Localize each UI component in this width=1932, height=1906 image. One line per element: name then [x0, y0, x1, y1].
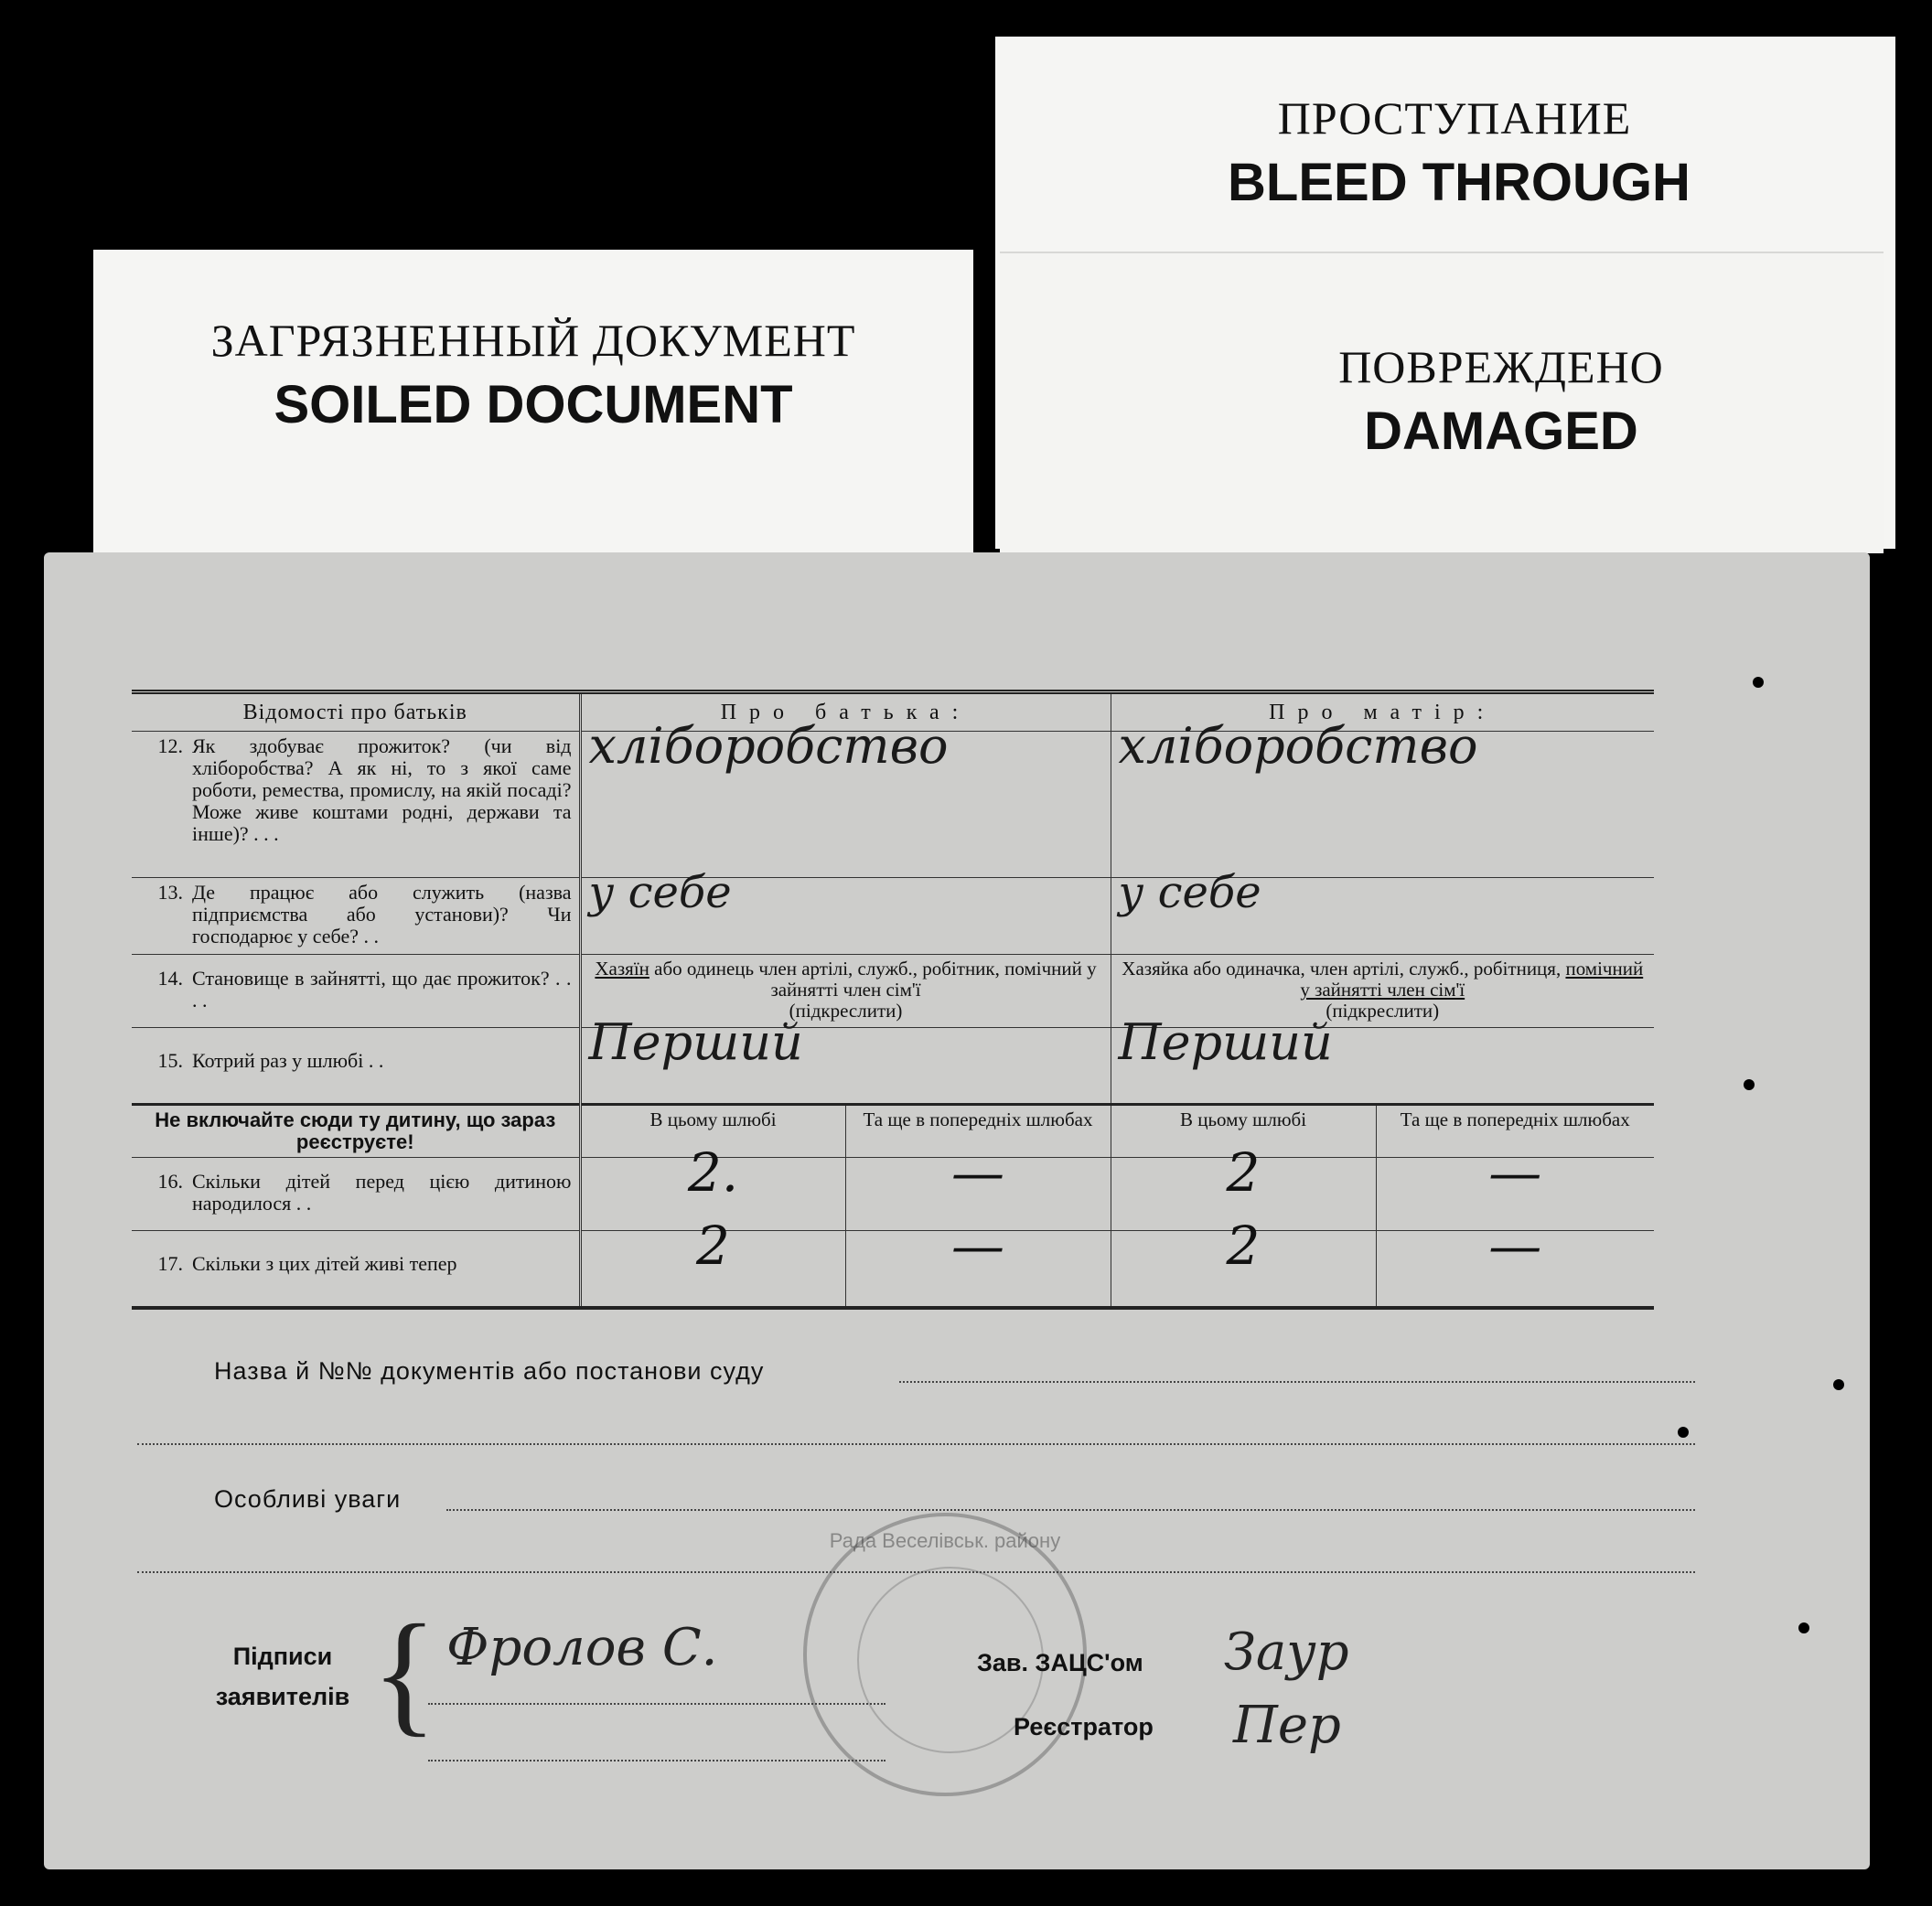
- question-text: Котрий раз у шлюбі . .: [192, 1049, 384, 1072]
- applicants-label-line-1: Підписи: [232, 1643, 333, 1670]
- mother-underlined-option: помічний у зайнятті член сім'ї: [1300, 958, 1644, 1001]
- mother-answer: у себе: [1111, 878, 1654, 955]
- mother-children-alive-this-marriage: 2: [1111, 1231, 1376, 1308]
- punch-hole: [1798, 1622, 1809, 1633]
- stamp-text: Рада Веселівськ. району: [829, 1529, 1061, 1552]
- question-cell: [132, 1231, 580, 1308]
- question-number: 17.: [157, 1252, 183, 1275]
- header-mother: Про матір:: [1111, 692, 1654, 732]
- sub-header-previous: Та ще в попередніх шлюбах: [845, 1105, 1111, 1158]
- punch-hole: [1753, 677, 1764, 688]
- question-text: Становище в зайнятті, що дає прожиток? . . . .: [192, 967, 572, 1012]
- table-row: [132, 878, 1654, 955]
- sub-header-previous: Та ще в попередніх шлюбах: [1376, 1105, 1654, 1158]
- mother-children-alive-previous: —: [1376, 1231, 1654, 1308]
- header-father: Про батька:: [580, 692, 1111, 732]
- father-options-text: або одинець член артілі, служб., робітник, помічний у зайнятті член сім'ї: [649, 958, 1097, 1001]
- mother-children-previous: —: [1376, 1158, 1654, 1231]
- remarks-label: Особливі уваги: [214, 1485, 402, 1513]
- father-children-previous: —: [845, 1158, 1111, 1231]
- registrar-signature: Пер: [1233, 1696, 1341, 1755]
- question-cell: [132, 1158, 580, 1231]
- documents-label: Назва й №№ документів або постанови суду: [214, 1357, 765, 1385]
- remarks-dotted-line: [446, 1509, 1695, 1511]
- question-text: Як здобуває прожиток? (чи від хліборобства? А як ні, то з якої саме роботи, ремества, промислу, на якій посаді? Може живе коштами родні, держави та інше)? . . .: [192, 734, 572, 845]
- sub-header-this-marriage: В цьому шлюбі: [580, 1105, 845, 1158]
- punch-hole: [1678, 1427, 1689, 1438]
- mother-options-text: Хазяйка або одиначка, член артілі, служб., робітниця,: [1122, 958, 1566, 980]
- children-subheader-row: [132, 1105, 1654, 1158]
- father-underline-note: (підкреслити): [789, 1000, 903, 1022]
- applicant-signature-line-1: [428, 1703, 886, 1705]
- father-children-this-marriage: 2.: [580, 1158, 845, 1231]
- soiled-document-card: [93, 250, 973, 557]
- applicant-signature: Фролов С.: [446, 1618, 718, 1677]
- applicant-signature-line-2: [428, 1760, 886, 1761]
- damaged-card: [1000, 252, 1884, 553]
- table-row: [132, 1231, 1654, 1308]
- question-text: Скільки з цих дітей живі тепер: [192, 1252, 457, 1275]
- question-number: 12.: [157, 734, 183, 757]
- mother-children-this-marriage: 2: [1111, 1158, 1376, 1231]
- damaged-ru-label: ПОВРЕЖДЕНО: [1338, 341, 1664, 392]
- question-cell: [132, 955, 580, 1028]
- question-number: 14.: [157, 967, 183, 990]
- father-answer: Перший: [580, 1028, 1111, 1105]
- question-cell: [132, 1028, 580, 1105]
- head-zags-signature: Заур: [1224, 1622, 1349, 1682]
- father-children-alive-previous: —: [845, 1231, 1111, 1308]
- documents-dotted-line-2: [137, 1443, 1695, 1445]
- question-cell: [132, 878, 580, 955]
- soiled-en-label: SOILED DOCUMENT: [274, 375, 793, 434]
- father-underlined-option: Хазяїн: [595, 958, 649, 980]
- father-answer: хліборобство: [580, 732, 1111, 878]
- mother-underline-note: (підкреслити): [1326, 1000, 1440, 1022]
- registration-form-page: [44, 552, 1870, 1869]
- mother-answer: Перший: [1111, 1028, 1654, 1105]
- table-row: [132, 1028, 1654, 1105]
- question-text: Де працює або служить (назва підприємства або установи)? Чи господарює у себе? . .: [192, 881, 572, 948]
- soiled-ru-label: ЗАГРЯЗНЕННЫЙ ДОКУМЕНТ: [210, 315, 856, 366]
- punch-hole: [1744, 1079, 1755, 1090]
- bleed-en-label: BLEED THROUGH: [1228, 153, 1690, 212]
- father-answer: у себе: [580, 878, 1111, 955]
- documents-field: [214, 1357, 764, 1386]
- applicants-label-line-2: заявителів: [215, 1683, 350, 1710]
- punch-hole: [1833, 1379, 1844, 1390]
- head-zags-label: Зав. ЗАЦС'ом: [977, 1649, 1143, 1676]
- documents-dotted-line: [899, 1381, 1695, 1383]
- table-row: [132, 955, 1654, 1028]
- question-cell: [132, 732, 580, 878]
- bleed-ru-label: ПРОСТУПАНИЕ: [1277, 92, 1632, 144]
- children-note: Не включайте сюди ту дитину, що зараз реєструєте!: [132, 1105, 580, 1158]
- sub-header-this-marriage: В цьому шлюбі: [1111, 1105, 1376, 1158]
- question-number: 16.: [157, 1170, 183, 1193]
- registrar-label: Реєстратор: [1014, 1713, 1154, 1740]
- father-children-alive-this-marriage: 2: [580, 1231, 845, 1308]
- question-number: 13.: [157, 881, 183, 904]
- applicants-signature-label: [196, 1636, 370, 1717]
- mother-answer: хліборобство: [1111, 732, 1654, 878]
- table-row: [132, 732, 1654, 878]
- question-number: 15.: [157, 1049, 183, 1072]
- damaged-en-label: DAMAGED: [1364, 402, 1638, 461]
- parents-info-table: [132, 690, 1654, 1310]
- remarks-field: [214, 1485, 401, 1514]
- signature-brace: {: [371, 1597, 437, 1749]
- header-questions: Відомості про батьків: [132, 692, 580, 732]
- question-text: Скільки дітей перед цією дитиною народилося . .: [192, 1170, 572, 1215]
- table-row: [132, 1158, 1654, 1231]
